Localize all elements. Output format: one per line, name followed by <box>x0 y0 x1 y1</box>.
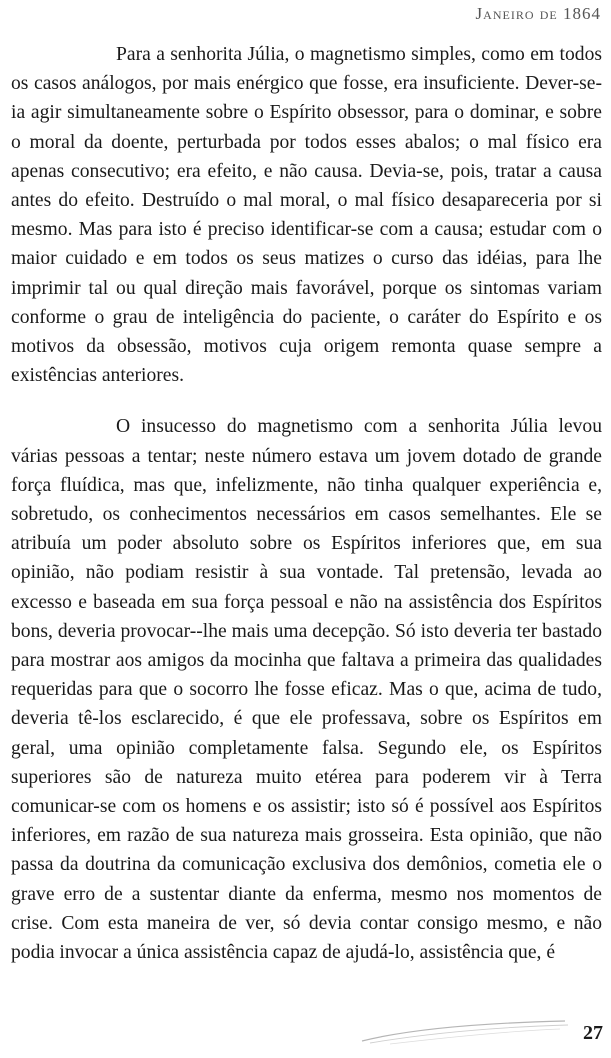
paragraph-2: O insucesso do magnetismo com a senhorita Júlia levou várias pessoas a tentar; neste número estava um jovem dotado de grande força fluídica, mas que, infelizmente, não tinha qualquer experiência e, sobretudo, os conhecimentos necessários em casos semelhantes. Ele se atribuía um poder absoluto sobre os Espíritos inferiores que, em sua opinião, não podiam resistir à sua vontade. Tal pretensão, levada ao excesso e baseada em sua força pessoal e não na assistência dos Espíritos bons, deveria provocar--lhe mais uma decepção. Só isto deveria ter bastado para mostrar aos amigos da mocinha que faltava a primeira das qualidades requeridas para que o socorro lhe fosse eficaz. Mas o que, acima de tudo, deveria tê-los esclarecido, é que ele professava, sobre os Espíritos em geral, uma opinião completamente falsa. Segundo ele, os Espíritos superiores são de natureza muito etérea para poderem vir à Terra comunicar-se com os homens e os assistir; isto só é possível aos Espíritos inferiores, em razão de sua natureza mais grosseira. Esta opinião, que não passa da doutrina da comunicação exclusiva dos demônios, cometia ele o grave erro de a sustentar diante da enferma, mesmo nos momentos de crise. Com esta maneira de ver, só devia contar consigo mesmo, e não podia invocar a única assistência capaz de ajudá-lo, assistência que, é <box>11 416 602 964</box>
paragraph-1: Para a senhorita Júlia, o magnetismo simples, como em todos os casos análogos, por mais enérgico que fosse, era insuficiente. Dever-se-ia agir simultaneamente sobre o Espírito obsessor, para o dominar, e sobre o moral da doente, perturbada por todos esses abalos; o mal físico era apenas consecutivo; era efeito, e não causa. Devia-se, pois, tratar a causa antes do efeito. Destruído o mal moral, o mal físico desapareceria por si mesmo. Mas para isto é preciso identificar-se com a causa; estudar com o maior cuidado e em todos os seus matizes o curso das idéias, para lhe imprimir tal ou qual direção mais favorável, porque os sintomas variam conforme o grau de inteligência do paciente, o caráter do Espírito e os motivos da obsessão, motivos cuja origem remonta quase sempre a existências anteriores. <box>11 44 602 387</box>
swoosh-ornament-icon <box>360 1015 570 1045</box>
page-number: 27 <box>583 1022 603 1044</box>
running-header: Janeiro de 1864 <box>475 4 601 23</box>
page-body <box>11 40 602 967</box>
